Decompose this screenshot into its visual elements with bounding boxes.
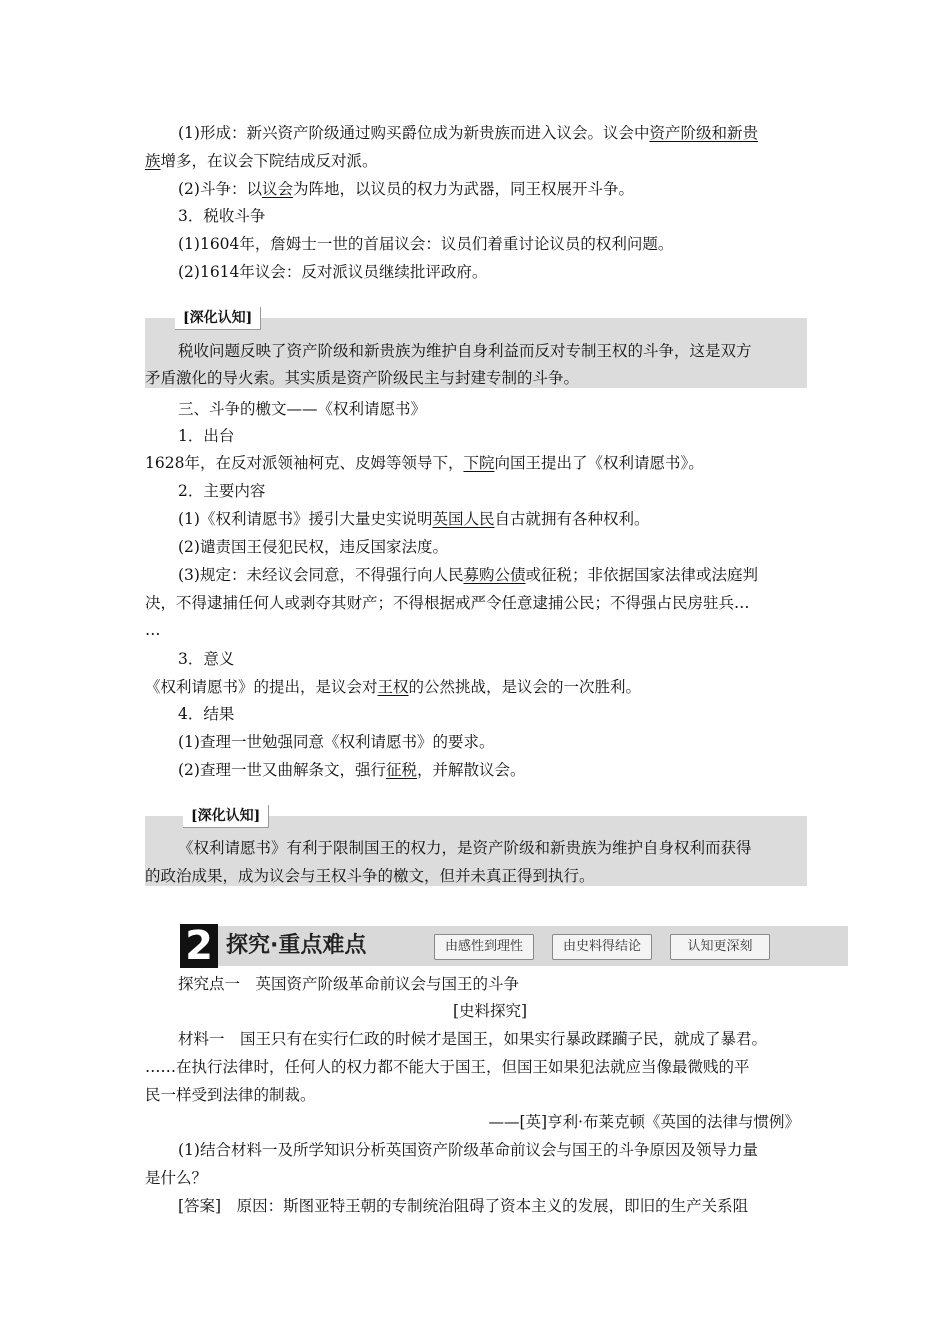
- sec3-heading-content: 2．主要内容: [178, 482, 266, 500]
- sec2-tax-1614: (2)1614年议会：反对派议员继续批评政府。: [178, 263, 488, 281]
- sec3-content-1: (1)《权利请愿书》援引大量史实说明英国人民自古就拥有各种权利。: [178, 510, 650, 528]
- sec3-heading-origin: 1．出台: [178, 427, 235, 445]
- material1-source: ——[英]亨利·布莱克顿《英国的法律与惯例》: [488, 1113, 800, 1131]
- sec2-formation-line1: (1)形成：新兴资产阶级通过购买爵位成为新贵族而进入议会。议会中资产阶级和新贵: [178, 124, 758, 142]
- sec3-result-2: (2)查理一世又曲解条文，强行征税，并解散议会。: [178, 761, 526, 779]
- sec2-formation-line2: 族增多，在议会下院结成反对派。: [145, 152, 378, 170]
- banner-tag-historical: 由史料得结论: [552, 934, 652, 960]
- question1-line1: (1)结合材料一及所学知识分析英国资产阶级革命前议会与国王的斗争原因及领导力量: [178, 1141, 758, 1159]
- question1-line2: 是什么？: [145, 1169, 208, 1187]
- sec3-origin-text: 1628年，在反对派领袖柯克、皮姆等领导下，下院向国王提出了《权利请愿书》。: [145, 454, 704, 472]
- underlined-answer: 募购公债: [463, 566, 526, 584]
- underlined-answer: 征税: [385, 761, 417, 779]
- sec3-content-2: (2)谴责国王侵犯民权，违反国家法度。: [178, 538, 448, 556]
- material1-line3: 民一样受到法律的制裁。: [145, 1086, 316, 1104]
- insight2-line1: 《权利请愿书》有利于限制国王的权力，是资产阶级和新贵族为维护自身权利而获得: [178, 839, 752, 857]
- underlined-answer: 议会: [261, 180, 293, 198]
- sec3-heading-result: 4．结果: [178, 705, 235, 723]
- sec3-title: 三、斗争的檄文——《权利请愿书》: [178, 400, 427, 418]
- answer-line1: [答案] 原因：斯图亚特王朝的专制统治阻碍了资本主义的发展，即旧的生产关系阻: [178, 1197, 749, 1215]
- insight-tag-2: [深化认知]: [183, 805, 269, 828]
- sec2-tax-1604: (1)1604年，詹姆士一世的首届议会：议员们着重讨论议员的权利问题。: [178, 235, 674, 253]
- underlined-answer: 族: [145, 152, 161, 170]
- sec3-heading-significance: 3．意义: [178, 650, 235, 668]
- sec3-content-3-line3: …: [145, 621, 161, 639]
- sec3-significance-text: 《权利请愿书》的提出，是议会对王权的公然挑战，是议会的一次胜利。: [145, 678, 642, 696]
- sec3-result-1: (1)查理一世勉强同意《权利请愿书》的要求。: [178, 733, 495, 751]
- sec2-struggle: (2)斗争：以议会为阵地，以议员的权力为武器，同王权展开斗争。: [178, 180, 634, 198]
- sec3-content-3-line2: 决，不得逮捕任何人或剥夺其财产；不得根据戒严令任意逮捕公民；不得强占民房驻兵…: [145, 594, 750, 612]
- sec3-content-3-line1: (3)规定：未经议会同意，不得强行向人民募购公债或征税；非依据国家法律或法庭判: [178, 566, 758, 584]
- insight1-line1: 税收问题反映了资产阶级和新贵族为维护自身利益而反对专制王权的斗争，这是双方: [178, 342, 752, 360]
- insight1-line2: 矛盾激化的导火索。其实质是资产阶级民主与封建专制的斗争。: [145, 369, 580, 387]
- insight-tag-1: [深化认知]: [175, 307, 261, 330]
- material1-line1: 材料一 国王只有在实行仁政的时候才是国王，如果实行暴政蹂躏子民，就成了暴君。: [178, 1030, 768, 1048]
- section-banner: [180, 923, 848, 969]
- sec2-heading-tax: 3．税收斗争: [178, 207, 266, 225]
- insight2-line2: 的政治成果，成为议会与王权斗争的檄文，但并未真正得到执行。: [145, 867, 595, 885]
- underlined-answer: 资产阶级和新贵: [649, 124, 758, 142]
- underlined-answer: 英国人民: [432, 510, 495, 528]
- banner-tag-perceptual: 由感性到理性: [434, 934, 534, 960]
- underlined-answer: 王权: [377, 678, 409, 696]
- underlined-answer: 下院: [463, 454, 495, 472]
- section-number-badge: 2: [180, 924, 218, 968]
- banner-title: 探究·重点难点: [226, 933, 367, 958]
- explore-subhead: [史料探究]: [453, 1002, 528, 1020]
- banner-tag-deeper: 认知更深刻: [670, 934, 770, 960]
- explore-point-title: 探究点一 英国资产阶级革命前议会与国王的斗争: [178, 975, 520, 993]
- material1-line2: ……在执行法律时，任何人的权力都不能大于国王，但国王如果犯法就应当像最微贱的平: [145, 1058, 750, 1076]
